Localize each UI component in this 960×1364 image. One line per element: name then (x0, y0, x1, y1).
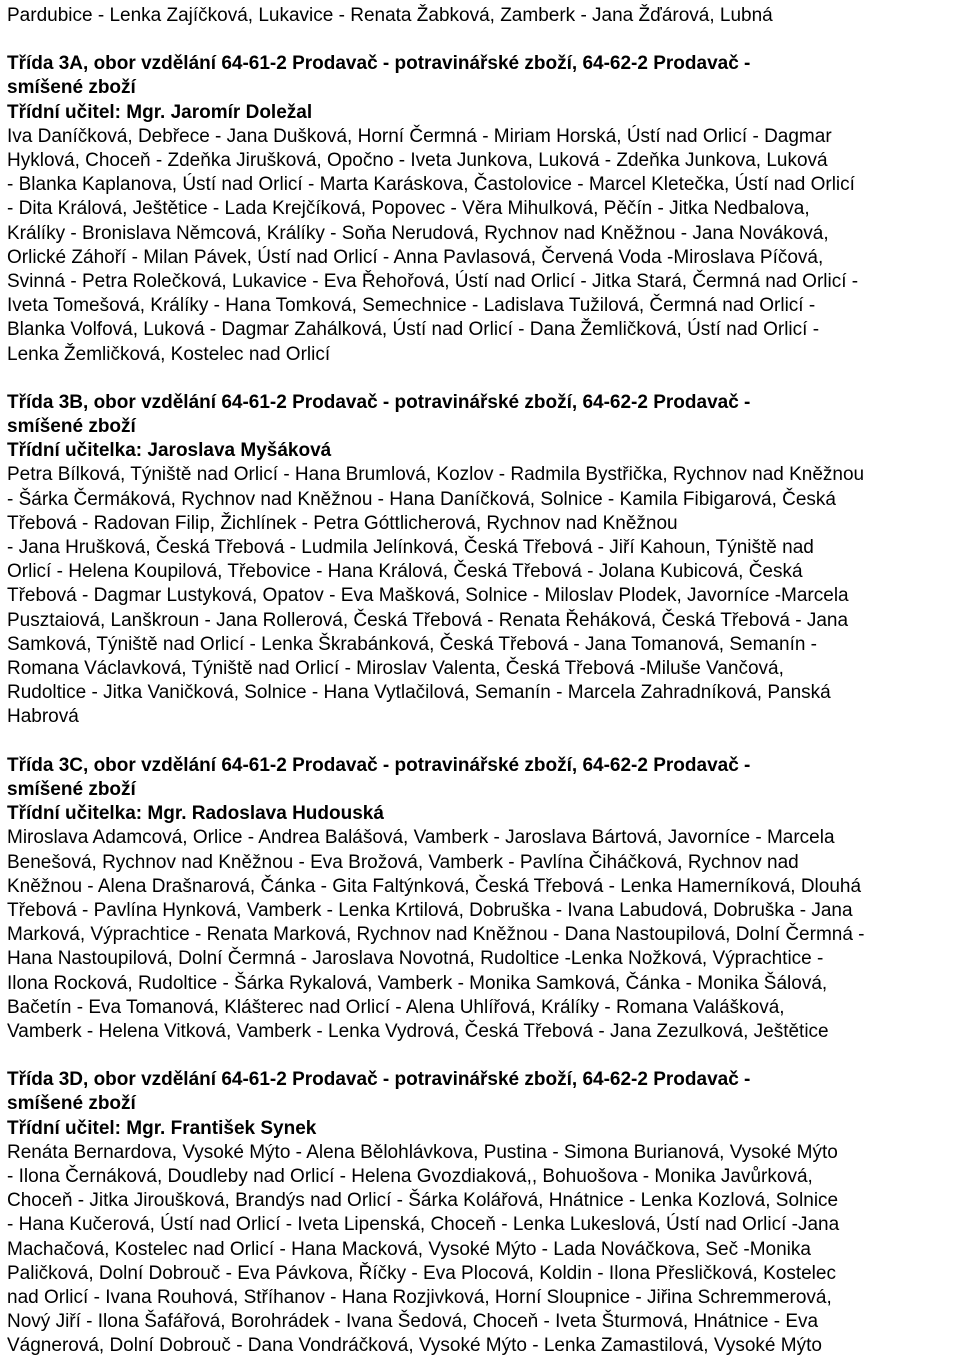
section-heading-line: smíšené zboží (7, 778, 136, 800)
student-list-line: Třebová - Dagmar Lustyková, Opatov - Eva Mašková, Solnice - Miloslav Plodek, Javorníce -Marcela (7, 585, 849, 607)
section-heading-line: smíšené zboží (7, 77, 136, 99)
student-list-line: Choceň - Jitka Jiroušková, Brandýs nad Orlicí - Šárka Kolářová, Hnátnice - Lenka Kozlová, Solnice (7, 1190, 839, 1212)
class-teacher: Třídní učitelka: Jaroslava Myšáková (7, 440, 332, 462)
student-list-line: - Dita Králová, Ještětice - Lada Krejčíková, Popovec - Věra Mihulková, Pěčín - Jitka Nedbalova, (7, 198, 810, 220)
student-list-line: Orlicí - Helena Koupilová, Třebovice - Hana Králová, Česká Třebová - Jolana Kubicová, Česká (7, 561, 803, 583)
student-list-line: Svinná - Petra Rolečková, Lukavice - Eva Řehořová, Ústí nad Orlicí - Jitka Stará, Čermná nad Orlicí - (7, 271, 859, 293)
student-list-line: Romana Václavková, Týniště nad Orlicí - Miroslav Valenta, Česká Třebová -Miluše Vančová, (7, 658, 784, 680)
student-list-line: Vágnerová, Dolní Dobrouč - Dana Vondráčková, Vysoké Mýto - Lenka Zamastilová, Vysoké Mýto (7, 1335, 822, 1357)
class-teacher: Třídní učitel: Mgr. František Synek (7, 1117, 317, 1139)
student-list-line: Hana Nastoupilová, Dolní Čermná - Jaroslava Novotná, Rudoltice -Lenka Nožková, Výprachtice - (7, 948, 824, 970)
student-list-line: Lenka Žemličková, Kostelec nad Orlicí (7, 343, 331, 365)
student-list-line: Hyklová, Choceň - Zdeňka Jirušková, Opočno - Iveta Junkova, Luková - Zdeňka Junkova, Luková (7, 150, 828, 172)
section-heading-line: smíšené zboží (7, 1093, 136, 1115)
student-list-line: Králíky - Bronislava Němcová, Králíky - Soňa Nerudová, Rychnov nad Kněžnou - Jana Nováková, (7, 222, 829, 244)
spacer (7, 1044, 953, 1068)
student-list-line: Machačová, Kostelec nad Orlicí - Hana Macková, Vysoké Mýto - Lada Nováčkova, Seč -Monika (7, 1238, 811, 1260)
student-list-line: - Blanka Kaplanova, Ústí nad Orlicí - Marta Karáskova, Častolovice - Marcel Kletečka, Ústí nad Orlicí (7, 174, 855, 196)
student-list-line: Orlické Záhoří - Milan Pávek, Ústí nad Orlicí - Anna Pavlasová, Červená Voda -Miroslava Píčová, (7, 246, 824, 268)
student-list-line: nad Orlicí - Ivana Rouhová, Stříhanov - Hana Rozjivková, Horní Sloupnice - Jiřina Schremmerová, (7, 1286, 832, 1308)
student-list-line: Samková, Týniště nad Orlicí - Lenka Škrabánková, Česká Třebová - Jana Tomanová, Semanín - (7, 633, 818, 655)
student-list-line: Blanka Volfová, Luková - Dagmar Zahálková, Ústí nad Orlicí - Dana Žemličková, Ústí nad Orlicí - (7, 319, 820, 341)
class-section (7, 52, 953, 367)
student-list-line: Bačetín - Eva Tomanová, Klášterec nad Orlicí - Alena Uhlířová, Králíky - Romana Valášková, (7, 996, 785, 1018)
student-list-line: Kněžnou - Alena Drašnarová, Čánka - Gita Faltýnková, Česká Třebová - Lenka Hamerníková, Dlouhá (7, 875, 862, 897)
student-list-line: Iveta Tomešová, Králíky - Hana Tomková, Semechnice - Ladislava Tužilová, Čermná nad Orlicí - (7, 295, 816, 317)
class-teacher: Třídní učitelka: Mgr. Radoslava Hudouská (7, 803, 384, 825)
student-list-line: Petra Bílková, Týniště nad Orlicí - Hana Brumlová, Kozlov - Radmila Bystřička, Rychnov nad Kněžnou (7, 464, 865, 486)
student-list-line: Marková, Výprachtice - Renata Marková, Rychnov nad Kněžnou - Dana Nastoupilová, Dolní Čermná - (7, 924, 865, 946)
student-list-line: Paličková, Dolní Dobrouč - Eva Pávkova, Říčky - Eva Plocová, Koldin - Ilona Přesličková, Kostelec (7, 1262, 836, 1284)
spacer (7, 28, 953, 52)
student-list-line: - Šárka Čermáková, Rychnov nad Kněžnou - Hana Daníčková, Solnice - Kamila Fibigarová, Česká (7, 488, 836, 510)
section-heading-line: Třída 3B, obor vzdělání 64-61-2 Prodavač - potravinářské zboží, 64-62-2 Prodavač - (7, 391, 751, 413)
class-teacher: Třídní učitel: Mgr. Jaromír Doležal (7, 101, 313, 123)
class-sections (7, 52, 953, 1358)
spacer (7, 367, 953, 391)
student-list-line: Habrová (7, 706, 79, 728)
student-list-line: - Hana Kučerová, Ústí nad Orlicí - Iveta Lipenská, Choceň - Lenka Lukeslová, Ústí nad Orlicí -Jana (7, 1214, 840, 1236)
student-list-line: Nový Jiří - Ilona Šafářová, Borohrádek - Ivana Šedová, Choceň - Iveta Šturmová, Hnátnice - Eva (7, 1311, 819, 1333)
section-heading-line: Třída 3D, obor vzdělání 64-61-2 Prodavač - potravinářské zboží, 64-62-2 Prodavač - (7, 1069, 751, 1091)
student-list-line: Třebová - Radovan Filip, Žichlínek - Petra Góttlicherová, Rychnov nad Kněžnou (7, 512, 678, 534)
student-list-line: Pusztaiová, Lanškroun - Jana Rollerová, Česká Třebová - Renata Řeháková, Česká Třebová - Jana (7, 609, 849, 631)
student-list-line: Iva Daníčková, Debřece - Jana Dušková, Horní Čermná - Miriam Horská, Ústí nad Orlicí - Dagmar (7, 125, 832, 147)
section-heading-line: smíšené zboží (7, 416, 136, 438)
intro-line: Pardubice - Lenka Zajíčková, Lukavice - Renata Žabková, Zamberk - Jana Žďárová, Lubná (7, 5, 773, 26)
spacer (7, 730, 953, 754)
class-section (7, 391, 953, 730)
class-section (7, 754, 953, 1044)
class-section (7, 1068, 953, 1358)
student-list-line: Miroslava Adamcová, Orlice - Andrea Balášová, Vamberk - Jaroslava Bártová, Javorníce - Marcela (7, 827, 835, 849)
student-list-line: Rudoltice - Jitka Vaničková, Solnice - Hana Vytlačilová, Semanín - Marcela Zahradníková, Panská (7, 682, 831, 704)
section-heading-line: Třída 3C, obor vzdělání 64-61-2 Prodavač - potravinářské zboží, 64-62-2 Prodavač - (7, 754, 751, 776)
student-list-line: - Jana Hrušková, Česká Třebová - Ludmila Jelínková, Česká Třebová - Jiří Kahoun, Týniště nad (7, 537, 814, 559)
student-list-line: Benešová, Rychnov nad Kněžnou - Eva Brožová, Vamberk - Pavlína Čiháčková, Rychnov nad (7, 851, 799, 873)
student-list-line: Ilona Rocková, Rudoltice - Šárka Rykalová, Vamberk - Monika Samková, Čánka - Monika Šálová, (7, 972, 828, 994)
student-list-line: Vamberk - Helena Vitková, Vamberk - Lenka Vydrová, Česká Třebová - Jana Zezulková, Ještětice (7, 1020, 829, 1042)
student-list-line: - Ilona Černáková, Doudleby nad Orlicí - Helena Gvozdiaková,, Bohuošova - Monika Javůrková, (7, 1165, 813, 1187)
section-heading-line: Třída 3A, obor vzdělání 64-61-2 Prodavač - potravinářské zboží, 64-62-2 Prodavač - (7, 53, 751, 75)
student-list-line: Renáta Bernardova, Vysoké Mýto - Alena Bělohlávkova, Pustina - Simona Burianová, Vysoké Mýto (7, 1141, 838, 1163)
student-list-line: Třebová - Pavlína Hynková, Vamberk - Lenka Krtilová, Dobruška - Ivana Labudová, Dobruška - Jana (7, 899, 853, 921)
